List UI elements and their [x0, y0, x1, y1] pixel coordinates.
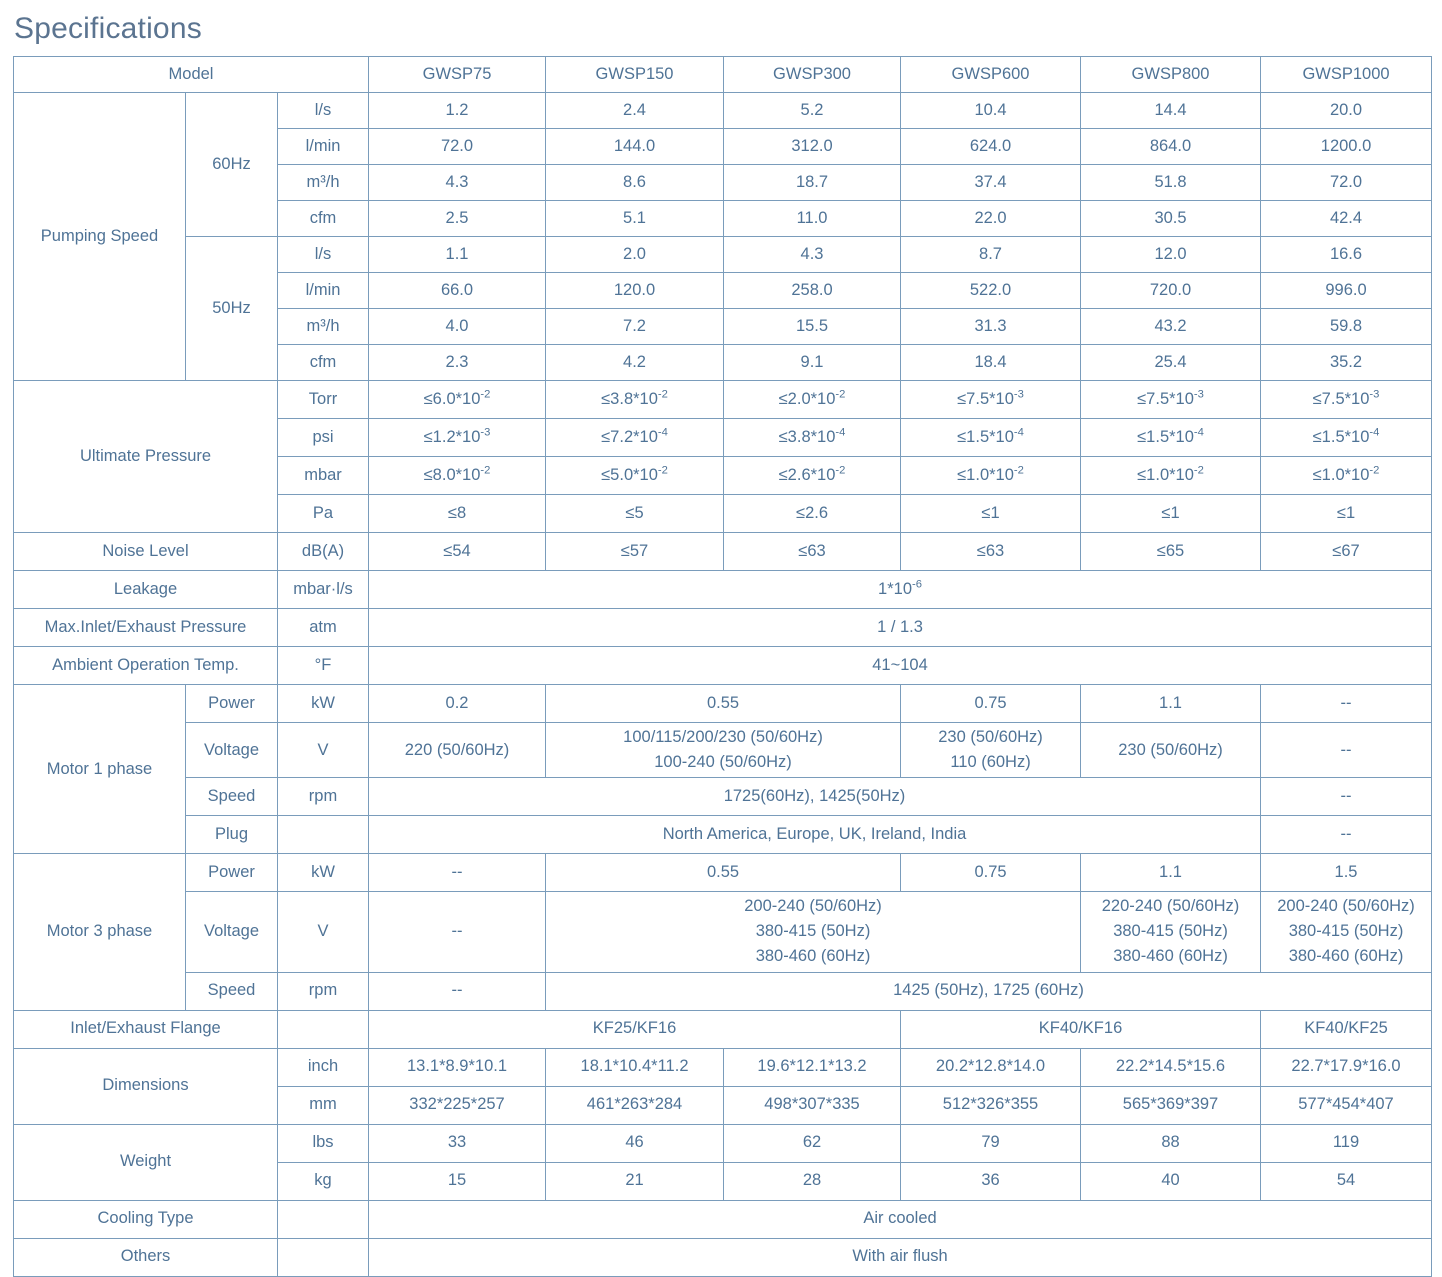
cell-ps60-ls-gwsp300: 5.2	[724, 93, 901, 129]
cell-ps50-ls-gwsp1000: 16.6	[1261, 237, 1432, 273]
unit-label-ls-60: l/s	[278, 93, 369, 129]
cell-m1-speed-gwsp1000: --	[1261, 778, 1432, 816]
cell-noise-gwsp75: ≤54	[369, 533, 546, 571]
cell-dim-mm-gwsp300: 498*307*335	[724, 1086, 901, 1124]
section-label-max-pressure: Max.Inlet/Exhaust Pressure	[14, 609, 278, 647]
cell-m1-voltage-gwsp600	[901, 723, 1081, 778]
cell-up-psi-gwsp75: $\le 1.2*10^{-3}$	[369, 419, 546, 457]
cell-up-mbar-gwsp150: $\le 5.0*10^{-2}$	[546, 457, 724, 495]
cell-ps50-ls-gwsp300: 4.3	[724, 237, 901, 273]
voltage-line: 380-460 (60Hz)	[1288, 947, 1404, 966]
cell-ps50-m3h-gwsp1000: 59.8	[1261, 309, 1432, 345]
cell-ps50-lmin-gwsp600: 522.0	[901, 273, 1081, 309]
table-row	[14, 723, 1432, 778]
cell-ps50-m3h-gwsp600: 31.3	[901, 309, 1081, 345]
unit-label-torr: Torr	[278, 381, 369, 419]
cell-up-mbar-gwsp1000: $\le 1.0*10^{-2}$	[1261, 457, 1432, 495]
cell-up-torr-gwsp800: $\le 7.5*10^{-3}$	[1081, 381, 1261, 419]
cell-up-pa-gwsp600: ≤1	[901, 495, 1081, 533]
unit-label-m1-speed: rpm	[278, 778, 369, 816]
table-row	[14, 816, 1432, 854]
header-model-gwsp800: GWSP800	[1081, 57, 1261, 93]
cell-up-torr-gwsp300: $\le 2.0*10^{-2}$	[724, 381, 901, 419]
table-row	[14, 854, 1432, 892]
cell-ps60-lmin-gwsp75: 72.0	[369, 129, 546, 165]
voltage-line: 200-240 (50/60Hz)	[1277, 897, 1415, 916]
section-label-motor-3phase: Motor 3 phase	[14, 854, 186, 1010]
cell-ps50-m3h-gwsp300: 15.5	[724, 309, 901, 345]
cell-up-pa-gwsp1000: ≤1	[1261, 495, 1432, 533]
cell-weight-kg-gwsp150: 21	[546, 1162, 724, 1200]
cell-m3-power-gwsp75: --	[369, 854, 546, 892]
unit-label-m1-voltage: V	[278, 723, 369, 778]
cell-ps50-ls-gwsp600: 8.7	[901, 237, 1081, 273]
unit-label-flange	[278, 1010, 369, 1048]
cell-weight-kg-gwsp600: 36	[901, 1162, 1081, 1200]
cell-leakage-value: $1*10^{-6}$	[369, 571, 1432, 609]
unit-label-dba: dB(A)	[278, 533, 369, 571]
cell-ps50-ls-gwsp800: 12.0	[1081, 237, 1261, 273]
cell-max-pressure-value: 1 / 1.3	[369, 609, 1432, 647]
cell-ps50-m3h-gwsp150: 7.2	[546, 309, 724, 345]
table-row	[14, 647, 1432, 685]
cell-up-torr-gwsp1000: $\le 7.5*10^{-3}$	[1261, 381, 1432, 419]
cell-weight-kg-gwsp300: 28	[724, 1162, 901, 1200]
table-row	[14, 1010, 1432, 1048]
table-row	[14, 93, 1432, 129]
cell-ps60-lmin-gwsp1000: 1200.0	[1261, 129, 1432, 165]
section-label-motor-1phase: Motor 1 phase	[14, 685, 186, 854]
unit-label-others	[278, 1238, 369, 1276]
header-model-label: Model	[14, 57, 369, 93]
row-label-m3-power: Power	[186, 854, 278, 892]
cell-flange-kf40-25: KF40/KF25	[1261, 1010, 1432, 1048]
cell-up-torr-gwsp150: $\le 3.8*10^{-2}$	[546, 381, 724, 419]
cell-m3-power-gwsp150-300: 0.55	[546, 854, 901, 892]
cell-noise-gwsp600: ≤63	[901, 533, 1081, 571]
row-label-m1-voltage: Voltage	[186, 723, 278, 778]
cell-ps50-cfm-gwsp150: 4.2	[546, 345, 724, 381]
cell-weight-kg-gwsp1000: 54	[1261, 1162, 1432, 1200]
cell-m1-voltage-gwsp1000: --	[1261, 723, 1432, 778]
table-row	[14, 609, 1432, 647]
cell-flange-kf40-16: KF40/KF16	[901, 1010, 1261, 1048]
table-row	[14, 237, 1432, 273]
cell-ps50-lmin-gwsp1000: 996.0	[1261, 273, 1432, 309]
unit-label-mm: mm	[278, 1086, 369, 1124]
cell-m1-voltage-gwsp150-300	[546, 723, 901, 778]
header-model-gwsp150: GWSP150	[546, 57, 724, 93]
cell-ps50-ls-gwsp150: 2.0	[546, 237, 724, 273]
unit-label-cooling	[278, 1200, 369, 1238]
cell-m1-power-gwsp1000: --	[1261, 685, 1432, 723]
table-row	[14, 1048, 1432, 1086]
cell-up-pa-gwsp150: ≤5	[546, 495, 724, 533]
cell-noise-gwsp1000: ≤67	[1261, 533, 1432, 571]
subsection-label-50hz: 50Hz	[186, 237, 278, 381]
cell-noise-gwsp150: ≤57	[546, 533, 724, 571]
cell-up-pa-gwsp75: ≤8	[369, 495, 546, 533]
section-label-pumping-speed: Pumping Speed	[14, 93, 186, 381]
row-label-m1-speed: Speed	[186, 778, 278, 816]
cell-up-torr-gwsp75: $\le 6.0*10^{-2}$	[369, 381, 546, 419]
cell-weight-lbs-gwsp150: 46	[546, 1124, 724, 1162]
cell-weight-kg-gwsp75: 15	[369, 1162, 546, 1200]
unit-label-cfm-50: cfm	[278, 345, 369, 381]
unit-label-atm: atm	[278, 609, 369, 647]
cell-weight-lbs-gwsp300: 62	[724, 1124, 901, 1162]
unit-label-inch: inch	[278, 1048, 369, 1086]
cell-m3-voltage-gwsp1000	[1261, 892, 1432, 972]
voltage-line: 380-415 (50Hz)	[1113, 922, 1228, 941]
cell-ps60-ls-gwsp800: 14.4	[1081, 93, 1261, 129]
cell-weight-lbs-gwsp1000: 119	[1261, 1124, 1432, 1162]
unit-label-leakage: mbar·l/s	[278, 571, 369, 609]
cell-m3-power-gwsp600: 0.75	[901, 854, 1081, 892]
cell-ps50-cfm-gwsp1000: 35.2	[1261, 345, 1432, 381]
cell-m1-power-gwsp600: 0.75	[901, 685, 1081, 723]
unit-label-lbs: lbs	[278, 1124, 369, 1162]
cell-ps50-cfm-gwsp75: 2.3	[369, 345, 546, 381]
cell-ps50-lmin-gwsp800: 720.0	[1081, 273, 1261, 309]
cell-dim-mm-gwsp150: 461*263*284	[546, 1086, 724, 1124]
voltage-line: 110 (60Hz)	[950, 753, 1031, 772]
cell-others-value: With air flush	[369, 1238, 1432, 1276]
voltage-line: 100/115/200/230 (50/60Hz)	[623, 728, 823, 746]
cell-up-psi-gwsp600: $\le 1.5*10^{-4}$	[901, 419, 1081, 457]
unit-label-kg: kg	[278, 1162, 369, 1200]
voltage-line: 380-460 (60Hz)	[1113, 947, 1228, 966]
header-model-gwsp600: GWSP600	[901, 57, 1081, 93]
cell-weight-lbs-gwsp800: 88	[1081, 1124, 1261, 1162]
cell-dim-inch-gwsp150: 18.1*10.4*11.2	[546, 1048, 724, 1086]
table-row	[14, 778, 1432, 816]
cell-ps50-m3h-gwsp75: 4.0	[369, 309, 546, 345]
cell-ps60-cfm-gwsp300: 11.0	[724, 201, 901, 237]
cell-ps60-m3h-gwsp800: 51.8	[1081, 165, 1261, 201]
cell-up-psi-gwsp150: $\le 7.2*10^{-4}$	[546, 419, 724, 457]
table-row	[14, 1238, 1432, 1276]
cell-ps60-cfm-gwsp600: 22.0	[901, 201, 1081, 237]
voltage-line: 230 (50/60Hz)	[938, 728, 1043, 746]
section-label-dimensions: Dimensions	[14, 1048, 278, 1124]
cell-dim-mm-gwsp600: 512*326*355	[901, 1086, 1081, 1124]
cell-m1-speed-main: 1725(60Hz), 1425(50Hz)	[369, 778, 1261, 816]
cell-ps50-lmin-gwsp150: 120.0	[546, 273, 724, 309]
cell-ps60-cfm-gwsp1000: 42.4	[1261, 201, 1432, 237]
cell-cooling-value: Air cooled	[369, 1200, 1432, 1238]
voltage-line: 100-240 (50/60Hz)	[654, 753, 792, 772]
cell-m1-plug-main: North America, Europe, UK, Ireland, India	[369, 816, 1261, 854]
cell-m3-power-gwsp800: 1.1	[1081, 854, 1261, 892]
cell-ps60-lmin-gwsp800: 864.0	[1081, 129, 1261, 165]
cell-up-pa-gwsp300: ≤2.6	[724, 495, 901, 533]
cell-noise-gwsp800: ≤65	[1081, 533, 1261, 571]
unit-label-fahrenheit: °F	[278, 647, 369, 685]
table-row	[14, 685, 1432, 723]
cell-m3-voltage-gwsp75: --	[369, 892, 546, 972]
cell-ps60-m3h-gwsp75: 4.3	[369, 165, 546, 201]
section-label-leakage: Leakage	[14, 571, 278, 609]
unit-label-mbar: mbar	[278, 457, 369, 495]
cell-ps50-lmin-gwsp75: 66.0	[369, 273, 546, 309]
cell-weight-kg-gwsp800: 40	[1081, 1162, 1261, 1200]
cell-dim-inch-gwsp300: 19.6*12.1*13.2	[724, 1048, 901, 1086]
cell-dim-inch-gwsp75: 13.1*8.9*10.1	[369, 1048, 546, 1086]
cell-up-mbar-gwsp800: $\le 1.0*10^{-2}$	[1081, 457, 1261, 495]
cell-up-psi-gwsp300: $\le 3.8*10^{-4}$	[724, 419, 901, 457]
unit-label-m3h-50: m³/h	[278, 309, 369, 345]
cell-m1-power-gwsp800: 1.1	[1081, 685, 1261, 723]
unit-label-m3-speed: rpm	[278, 972, 369, 1010]
cell-m1-power-gwsp150-300: 0.55	[546, 685, 901, 723]
row-label-m3-speed: Speed	[186, 972, 278, 1010]
row-label-m1-power: Power	[186, 685, 278, 723]
row-label-m1-plug: Plug	[186, 816, 278, 854]
unit-label-m1-plug	[278, 816, 369, 854]
cell-ps60-m3h-gwsp300: 18.7	[724, 165, 901, 201]
cell-up-mbar-gwsp600: $\le 1.0*10^{-2}$	[901, 457, 1081, 495]
header-model-gwsp300: GWSP300	[724, 57, 901, 93]
cell-ps60-lmin-gwsp600: 624.0	[901, 129, 1081, 165]
cell-ps50-cfm-gwsp800: 25.4	[1081, 345, 1261, 381]
cell-ps60-ls-gwsp75: 1.2	[369, 93, 546, 129]
cell-weight-lbs-gwsp600: 79	[901, 1124, 1081, 1162]
cell-up-psi-gwsp800: $\le 1.5*10^{-4}$	[1081, 419, 1261, 457]
cell-dim-mm-gwsp800: 565*369*397	[1081, 1086, 1261, 1124]
cell-ps60-m3h-gwsp600: 37.4	[901, 165, 1081, 201]
unit-label-m3h-60: m³/h	[278, 165, 369, 201]
unit-label-lmin-50: l/min	[278, 273, 369, 309]
section-label-ultimate-pressure: Ultimate Pressure	[14, 381, 278, 533]
cell-ps50-lmin-gwsp300: 258.0	[724, 273, 901, 309]
cell-ps50-cfm-gwsp300: 9.1	[724, 345, 901, 381]
header-model-gwsp1000: GWSP1000	[1261, 57, 1432, 93]
unit-label-cfm-60: cfm	[278, 201, 369, 237]
cell-dim-inch-gwsp600: 20.2*12.8*14.0	[901, 1048, 1081, 1086]
cell-up-mbar-gwsp75: $\le 8.0*10^{-2}$	[369, 457, 546, 495]
cell-up-torr-gwsp600: $\le 7.5*10^{-3}$	[901, 381, 1081, 419]
cell-ps60-cfm-gwsp150: 5.1	[546, 201, 724, 237]
cell-ps50-m3h-gwsp800: 43.2	[1081, 309, 1261, 345]
table-row	[14, 892, 1432, 972]
voltage-line: 380-415 (50Hz)	[1288, 922, 1404, 941]
cell-up-psi-gwsp1000: $\le 1.5*10^{-4}$	[1261, 419, 1432, 457]
table-row	[14, 571, 1432, 609]
section-label-ambient-temp: Ambient Operation Temp.	[14, 647, 278, 685]
unit-label-psi: psi	[278, 419, 369, 457]
cell-ambient-temp-value: 41~104	[369, 647, 1432, 685]
cell-ps50-cfm-gwsp600: 18.4	[901, 345, 1081, 381]
cell-weight-lbs-gwsp75: 33	[369, 1124, 546, 1162]
cell-ps60-ls-gwsp150: 2.4	[546, 93, 724, 129]
section-label-noise-level: Noise Level	[14, 533, 278, 571]
unit-label-m3-voltage: V	[278, 892, 369, 972]
table-row-header	[14, 57, 1432, 93]
cell-up-mbar-gwsp300: $\le 2.6*10^{-2}$	[724, 457, 901, 495]
table-row	[14, 1124, 1432, 1162]
cell-m1-plug-gwsp1000: --	[1261, 816, 1432, 854]
cell-m3-voltage-gwsp800	[1081, 892, 1261, 972]
cell-ps60-ls-gwsp600: 10.4	[901, 93, 1081, 129]
page-title: Specifications	[14, 12, 202, 45]
cell-m1-voltage-gwsp75: 220 (50/60Hz)	[369, 723, 546, 778]
cell-ps60-cfm-gwsp75: 2.5	[369, 201, 546, 237]
specifications-table	[13, 56, 1432, 1277]
table-row	[14, 1200, 1432, 1238]
cell-dim-inch-gwsp800: 22.2*14.5*15.6	[1081, 1048, 1261, 1086]
cell-m3-speed-main: 1425 (50Hz), 1725 (60Hz)	[546, 972, 1432, 1010]
unit-label-m1-power: kW	[278, 685, 369, 723]
section-label-weight: Weight	[14, 1124, 278, 1200]
cell-m3-speed-gwsp75: --	[369, 972, 546, 1010]
cell-m3-power-gwsp1000: 1.5	[1261, 854, 1432, 892]
table-row	[14, 533, 1432, 571]
table-row	[14, 972, 1432, 1010]
section-label-cooling-type: Cooling Type	[14, 1200, 278, 1238]
section-label-flange: Inlet/Exhaust Flange	[14, 1010, 278, 1048]
subsection-label-60hz: 60Hz	[186, 93, 278, 237]
cell-ps60-m3h-gwsp150: 8.6	[546, 165, 724, 201]
voltage-line: 200-240 (50/60Hz)	[744, 897, 882, 916]
voltage-line: 380-460 (60Hz)	[755, 947, 871, 966]
voltage-line: 380-415 (50Hz)	[755, 922, 871, 941]
row-label-m3-voltage: Voltage	[186, 892, 278, 972]
header-model-gwsp75: GWSP75	[369, 57, 546, 93]
cell-m1-voltage-gwsp800: 230 (50/60Hz)	[1081, 723, 1261, 778]
cell-noise-gwsp300: ≤63	[724, 533, 901, 571]
cell-ps60-lmin-gwsp300: 312.0	[724, 129, 901, 165]
unit-label-ls-50: l/s	[278, 237, 369, 273]
cell-dim-mm-gwsp75: 332*225*257	[369, 1086, 546, 1124]
unit-label-pa: Pa	[278, 495, 369, 533]
cell-m1-power-gwsp75: 0.2	[369, 685, 546, 723]
table-row	[14, 381, 1432, 419]
cell-ps50-ls-gwsp75: 1.1	[369, 237, 546, 273]
cell-m3-voltage-gwsp150-600	[546, 892, 1081, 972]
cell-ps60-cfm-gwsp800: 30.5	[1081, 201, 1261, 237]
cell-dim-mm-gwsp1000: 577*454*407	[1261, 1086, 1432, 1124]
cell-up-pa-gwsp800: ≤1	[1081, 495, 1261, 533]
voltage-line: 220-240 (50/60Hz)	[1101, 897, 1240, 916]
unit-label-lmin-60: l/min	[278, 129, 369, 165]
cell-ps60-m3h-gwsp1000: 72.0	[1261, 165, 1432, 201]
section-label-others: Others	[14, 1238, 278, 1276]
unit-label-m3-power: kW	[278, 854, 369, 892]
cell-flange-kf25: KF25/KF16	[369, 1010, 901, 1048]
cell-ps60-ls-gwsp1000: 20.0	[1261, 93, 1432, 129]
cell-ps60-lmin-gwsp150: 144.0	[546, 129, 724, 165]
cell-dim-inch-gwsp1000: 22.7*17.9*16.0	[1261, 1048, 1432, 1086]
